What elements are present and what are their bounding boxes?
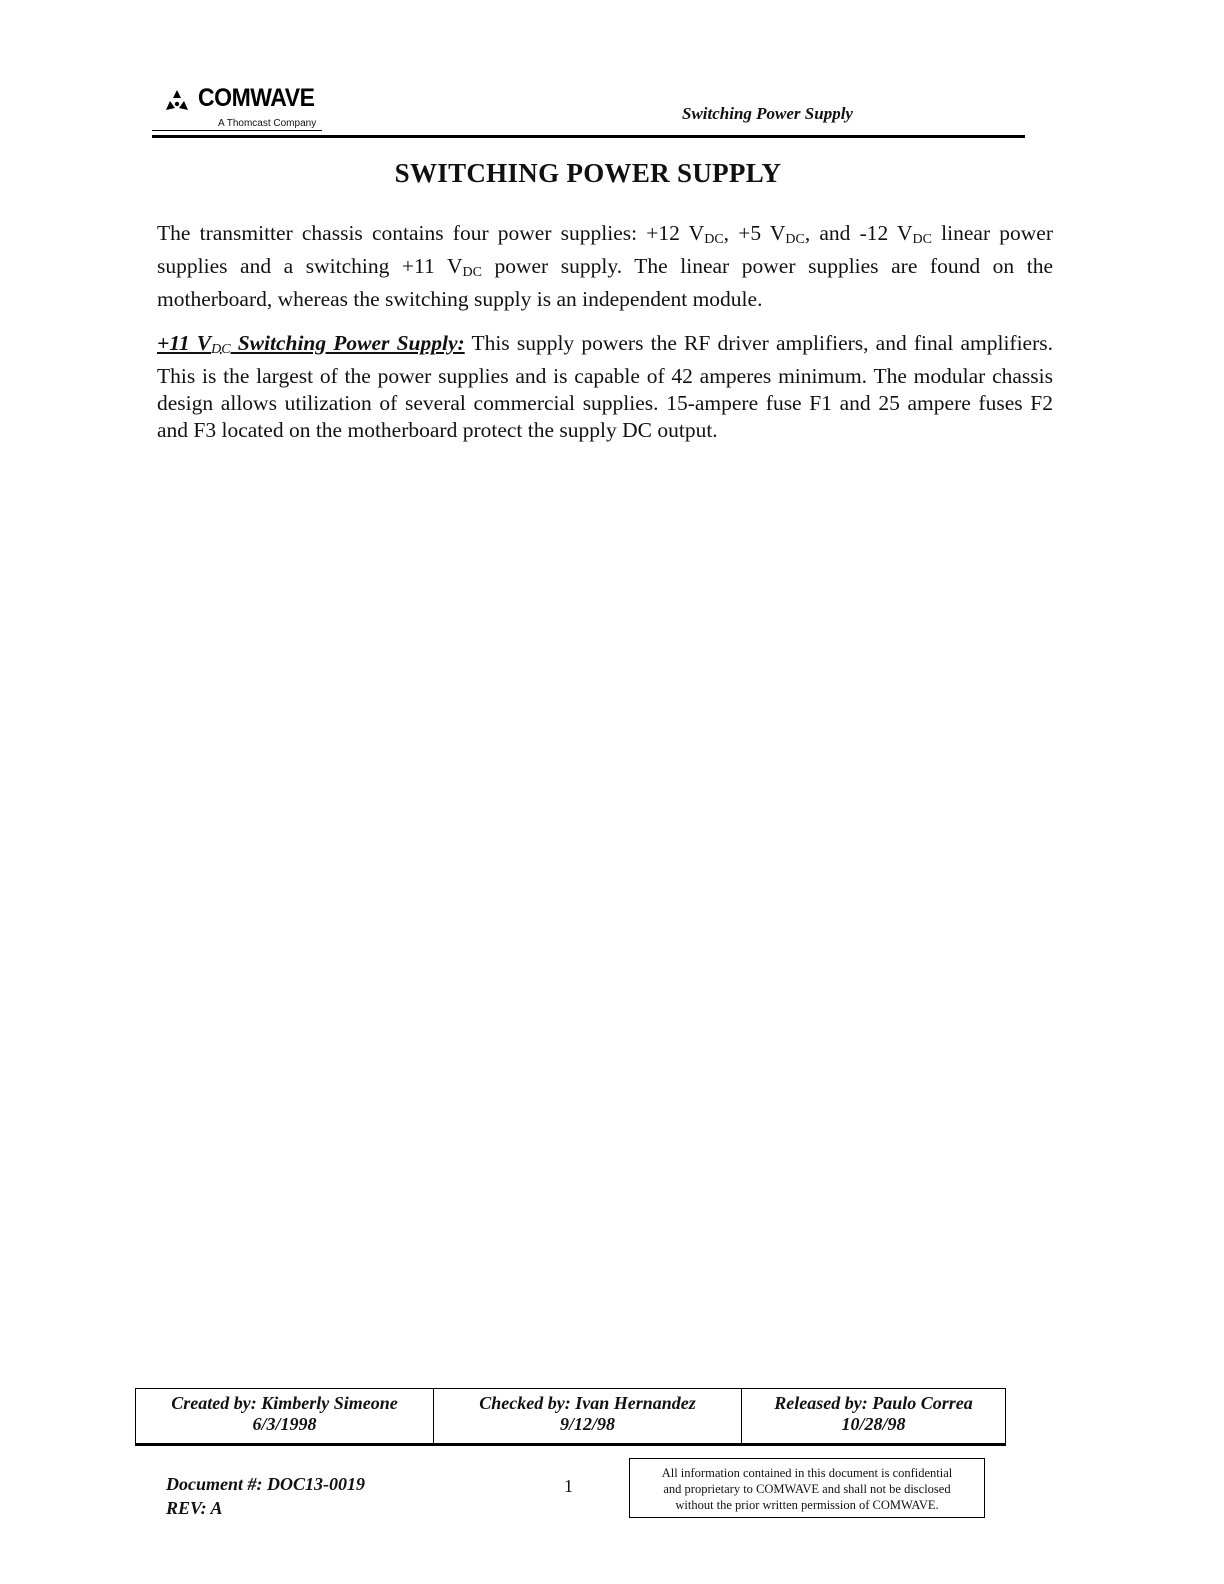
brand-name: COMWAVE: [198, 84, 315, 112]
comwave-logo-icon: [164, 88, 190, 114]
confidentiality-notice: [629, 1458, 985, 1518]
intro-paragraph: [157, 220, 1053, 313]
intro-text-2: , +5 V: [723, 221, 786, 245]
signoff-table: [135, 1388, 1006, 1446]
created-date: 6/3/1998: [252, 1414, 317, 1434]
released-date: 10/28/98: [841, 1414, 906, 1434]
running-title: Switching Power Supply: [682, 104, 853, 123]
released-by-cell: [741, 1389, 1005, 1443]
intro-text-4: linear power supplies and a switching +11 V: [157, 221, 1054, 278]
section-lead: [157, 331, 465, 355]
checked-by: Checked by: Ivan Hernandez: [479, 1393, 696, 1413]
intro-text-5: power supply. The linear power supplies are found on the motherboard, whereas the switching supply is an independent module.: [157, 254, 1053, 311]
checked-by-cell: [433, 1389, 741, 1443]
notice-line-2: and proprietary to COMWAVE and shall not be disclosed: [663, 1482, 951, 1496]
revision: REV: A: [166, 1498, 223, 1518]
document-info: [166, 1472, 365, 1520]
released-by: Released by: Paulo Correa: [774, 1393, 973, 1413]
created-by: Created by: Kimberly Simeone: [171, 1393, 398, 1413]
header-rule-thin: [152, 130, 322, 131]
document-number: Document #: DOC13-0019: [166, 1474, 365, 1494]
section-body: This supply powers the RF driver amplifiers, and final amplifiers. This is the largest of the power supplies and is capable of 42 amperes minimum. The modular chassis design allows utilization of several commercial supplies. 15-ampere fuse F1 and 25 ampere fuses F2 and F3 located on the motherboard protect the supply DC output.: [157, 331, 1053, 442]
lead-voltage: +11 V: [157, 331, 212, 355]
lead-heading: Switching Power Supply:: [230, 331, 465, 355]
subscript-dc: DC: [912, 232, 932, 247]
notice-line-3: without the prior written permission of COMWAVE.: [675, 1498, 939, 1512]
subscript-dc: DC: [704, 232, 724, 247]
notice-line-1: All information contained in this document is confidential: [661, 1466, 953, 1480]
intro-text-1: The transmitter chassis contains four power supplies: +12 V: [157, 221, 705, 245]
header-rule: [152, 135, 1025, 138]
switching-supply-paragraph: [157, 330, 1053, 444]
page-header: [152, 84, 1025, 144]
subscript-dc: DC: [785, 232, 805, 247]
intro-text-3: , and -12 V: [804, 221, 913, 245]
document-title: SWITCHING POWER SUPPLY: [394, 158, 782, 188]
created-by-cell: [136, 1389, 433, 1443]
checked-date: 9/12/98: [559, 1414, 615, 1434]
page-number: 1: [564, 1476, 573, 1496]
brand-tagline: A Thomcast Company: [218, 118, 317, 129]
subscript-dc: DC: [462, 265, 482, 280]
subscript-dc: DC: [211, 342, 231, 357]
